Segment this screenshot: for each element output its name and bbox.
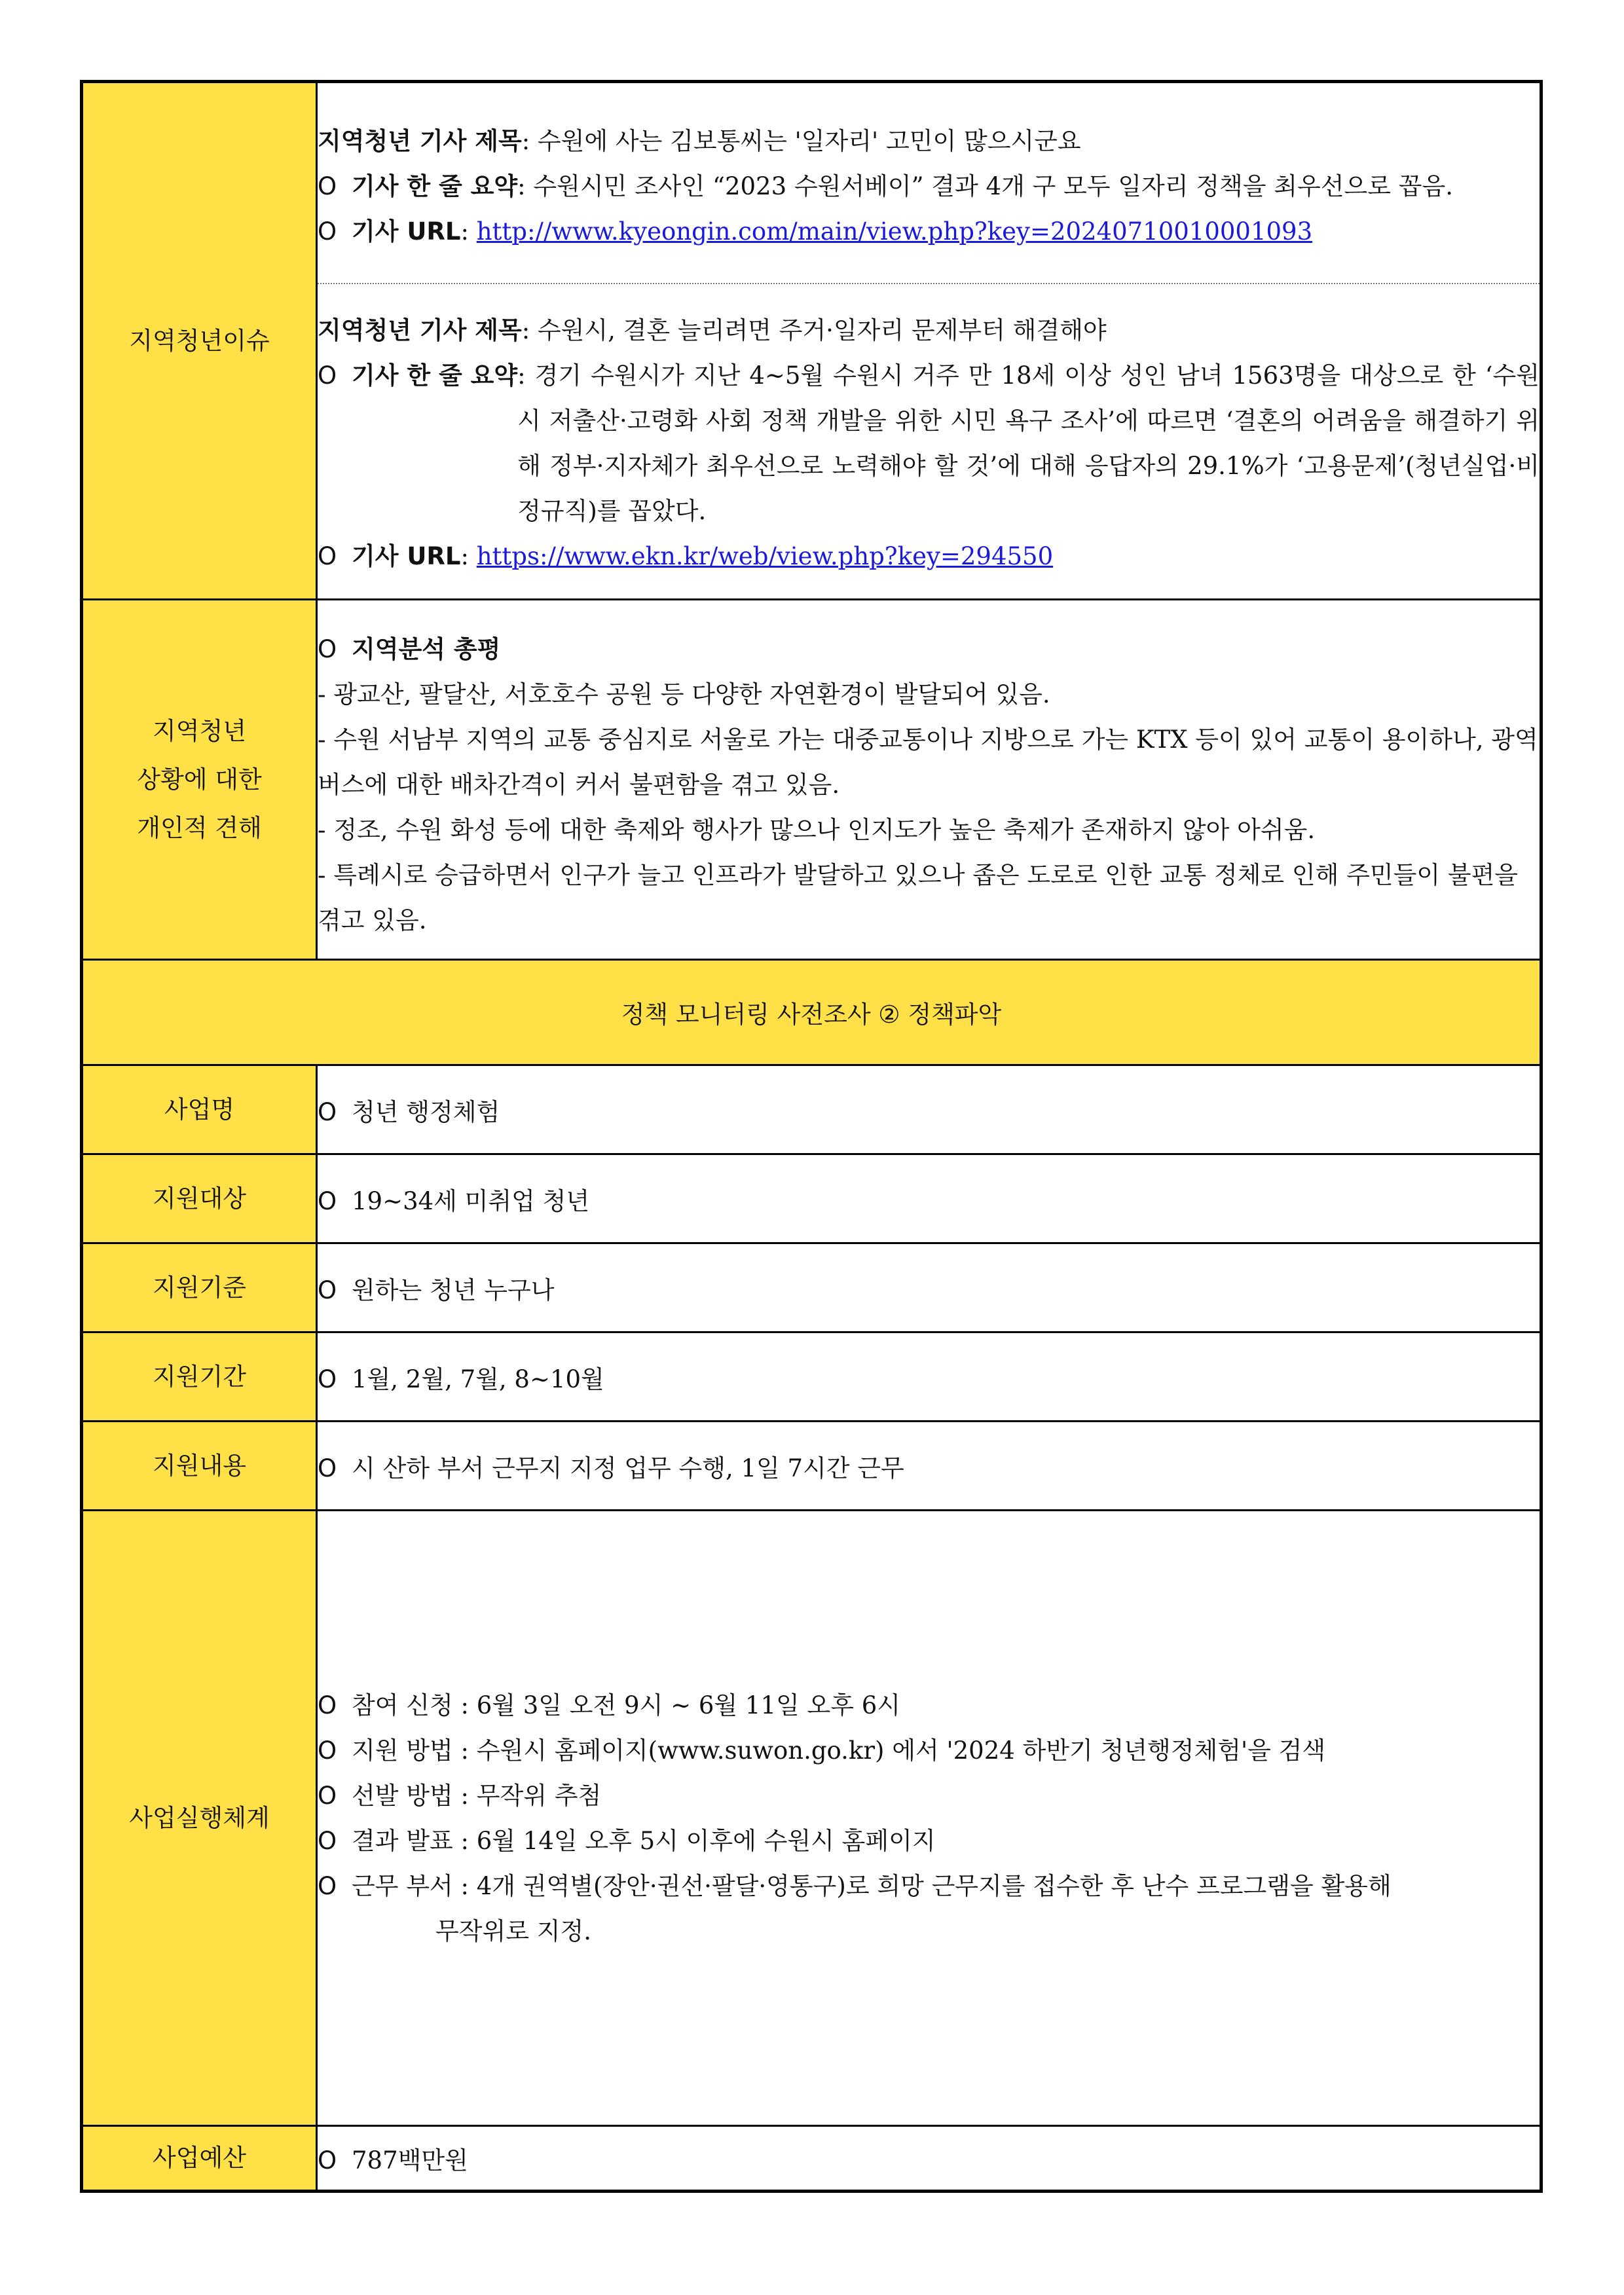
- execution-item-text: 지원 방법 : 수원시 홈페이지(www.suwon.go.kr) 에서 '2024 하반기 청년행정체험'을 검색: [352, 1736, 1326, 1765]
- execution-item: [318, 1773, 1540, 1818]
- issues-label: 지역청년이슈: [82, 82, 317, 600]
- article-title-text: : 수원시, 결혼 늘리려면 주거·일자리 문제부터 해결해야: [521, 316, 1107, 344]
- policy-value: [317, 1332, 1541, 1422]
- article-url-key: 기사 URL: [352, 217, 461, 246]
- execution-item-continuation: 무작위로 지정.: [435, 1917, 591, 1945]
- analysis-heading: [318, 627, 1540, 672]
- article-summary-key-wrap: [318, 353, 517, 534]
- execution-item-text: 결과 발표 : 6월 14일 오후 5시 이후에 수원시 홈페이지: [352, 1826, 936, 1855]
- circle-bullet-icon: O: [318, 1736, 337, 1765]
- policy-row: [82, 1332, 1541, 1422]
- opinion-label-line: 개인적 견해: [137, 813, 262, 842]
- policy-value-text: 원하는 청년 누구나: [352, 1276, 555, 1304]
- circle-bullet-icon: O: [318, 172, 337, 200]
- circle-bullet-icon: O: [318, 1826, 337, 1855]
- article-summary-text: : 경기 수원시가 지난 4~5월 수원시 거주 만 18세 이상 성인 남녀 1563명을 대상으로 한 ‘수원시 저출산·고령화 사회 정책 개발을 위한 시민 욕구 조사’에 따르면 ‘결혼의 어려움을 해결하기 위해 정부·지자체가 최우선으로 노력해야 할 것’에 대해 응답자의 29.1%가 ‘고용문제’(청년실업·비정규직)를 꼽았다.: [517, 361, 1540, 525]
- article-url-separator: :: [460, 217, 477, 246]
- circle-bullet-icon: O: [318, 1097, 337, 1126]
- policy-label: 사업명: [82, 1065, 317, 1154]
- article-summary-key: 기사 한 줄 요약: [352, 172, 518, 200]
- execution-label: 사업실행체계: [82, 1511, 317, 2126]
- analysis-heading-text: 지역분석 총평: [352, 635, 501, 663]
- circle-bullet-icon: O: [318, 1871, 337, 1900]
- article-url-key: 기사 URL: [352, 542, 461, 570]
- circle-bullet-icon: O: [318, 217, 337, 246]
- analysis-item: - 특례시로 승급하면서 인구가 늘고 인프라가 발달하고 있으나 좁은 도로로 인한 교통 정체로 인해 주민들이 불편을 겪고 있음.: [318, 861, 1519, 934]
- opinion-row: [82, 600, 1541, 960]
- circle-bullet-icon: O: [318, 1186, 337, 1215]
- circle-bullet-icon: O: [318, 361, 337, 390]
- policy-value-text: 1월, 2월, 7월, 8~10월: [352, 1365, 604, 1393]
- opinion-label: [82, 600, 317, 960]
- opinion-label-line: 상황에 대한: [137, 765, 262, 794]
- analysis-item: - 정조, 수원 화성 등에 대한 축제와 행사가 많으나 인지도가 높은 축제가 존재하지 않아 아쉬움.: [318, 816, 1316, 844]
- execution-item: [318, 1683, 1540, 1728]
- policy-label: 지원대상: [82, 1154, 317, 1243]
- policy-row: [82, 1154, 1541, 1243]
- report-table: [80, 80, 1543, 2193]
- budget-label: 사업예산: [82, 2126, 317, 2192]
- execution-list: [318, 1683, 1540, 1954]
- article-title-key: 지역청년 기사 제목: [318, 127, 522, 155]
- policy-value: [317, 1065, 1541, 1154]
- budget-value-text: 787백만원: [352, 2146, 468, 2175]
- execution-item: [318, 1728, 1540, 1773]
- policy-value-text: 시 산하 부서 근무지 지정 업무 수행, 1일 7시간 근무: [352, 1454, 904, 1482]
- circle-bullet-icon: O: [318, 1276, 337, 1304]
- budget-row: [82, 2126, 1541, 2192]
- article-summary: [318, 353, 1540, 534]
- policy-value: [317, 1243, 1541, 1332]
- policy-value: [317, 1422, 1541, 1511]
- circle-bullet-icon: O: [318, 1781, 337, 1810]
- article-url: [318, 209, 1540, 254]
- article-url-link[interactable]: http://www.kyeongin.com/main/view.php?key=20240710010001093: [476, 217, 1313, 246]
- policy-row: [82, 1065, 1541, 1154]
- circle-bullet-icon: O: [318, 1691, 337, 1719]
- article-2: [318, 283, 1540, 598]
- issues-content: [317, 82, 1541, 600]
- analysis-item: - 광교산, 팔달산, 서호호수 공원 등 다양한 자연환경이 발달되어 있음.: [318, 680, 1050, 708]
- policy-label: 지원기준: [82, 1243, 317, 1332]
- article-1: [318, 83, 1540, 283]
- section-banner: 정책 모니터링 사전조사 ② 정책파악: [82, 960, 1541, 1065]
- article-url-link[interactable]: https://www.ekn.kr/web/view.php?key=294550: [476, 542, 1054, 570]
- execution-item: [318, 1864, 1540, 1909]
- article-url-separator: :: [460, 542, 477, 570]
- policy-value-text: 청년 행정체험: [352, 1097, 500, 1126]
- article-summary: [318, 164, 1540, 209]
- execution-item-text: 참여 신청 : 6월 3일 오전 9시 ~ 6월 11일 오후 6시: [352, 1691, 901, 1719]
- execution-row: [82, 1511, 1541, 2126]
- execution-item-text: 선발 방법 : 무작위 추첨: [352, 1781, 602, 1810]
- article-title-key: 지역청년 기사 제목: [318, 316, 522, 344]
- opinion-content: [317, 600, 1541, 960]
- article-title: [318, 119, 1540, 164]
- circle-bullet-icon: O: [318, 2146, 337, 2175]
- policy-row: [82, 1422, 1541, 1511]
- circle-bullet-icon: O: [318, 542, 337, 570]
- policy-value-text: 19~34세 미취업 청년: [352, 1186, 590, 1215]
- issues-row: [82, 82, 1541, 600]
- policy-label: 지원내용: [82, 1422, 317, 1511]
- analysis-block: [318, 600, 1540, 959]
- analysis-item: - 수원 서남부 지역의 교통 중심지로 서울로 가는 대중교통이나 지방으로 가는 KTX 등이 있어 교통이 용이하나, 광역버스에 대한 배차간격이 커서 불편함을 겪고 있음.: [318, 725, 1538, 799]
- execution-item-text: 근무 부서 : 4개 권역별(장안·권선·팔달·영통구)로 희망 근무지를 접수한 후 난수 프로그램을 활용해: [352, 1871, 1392, 1900]
- execution-content: [317, 1511, 1541, 2126]
- article-summary-key: 기사 한 줄 요약: [352, 361, 518, 390]
- circle-bullet-icon: O: [318, 1454, 337, 1482]
- article-summary-text: : 수원시민 조사인 “2023 수원서베이” 결과 4개 구 모두 일자리 정책을 최우선으로 꼽음.: [517, 172, 1454, 200]
- policy-value: [317, 1154, 1541, 1243]
- opinion-label-line: 지역청년: [153, 716, 246, 745]
- budget-value: [317, 2126, 1541, 2192]
- article-title: [318, 308, 1540, 353]
- policy-row: [82, 1243, 1541, 1332]
- circle-bullet-icon: O: [318, 635, 337, 663]
- policy-label: 지원기간: [82, 1332, 317, 1422]
- execution-item: [318, 1818, 1540, 1864]
- article-url: [318, 534, 1540, 579]
- section-banner-row: [82, 960, 1541, 1065]
- article-title-text: : 수원에 사는 김보통씨는 '일자리' 고민이 많으시군요: [521, 127, 1081, 155]
- circle-bullet-icon: O: [318, 1365, 337, 1393]
